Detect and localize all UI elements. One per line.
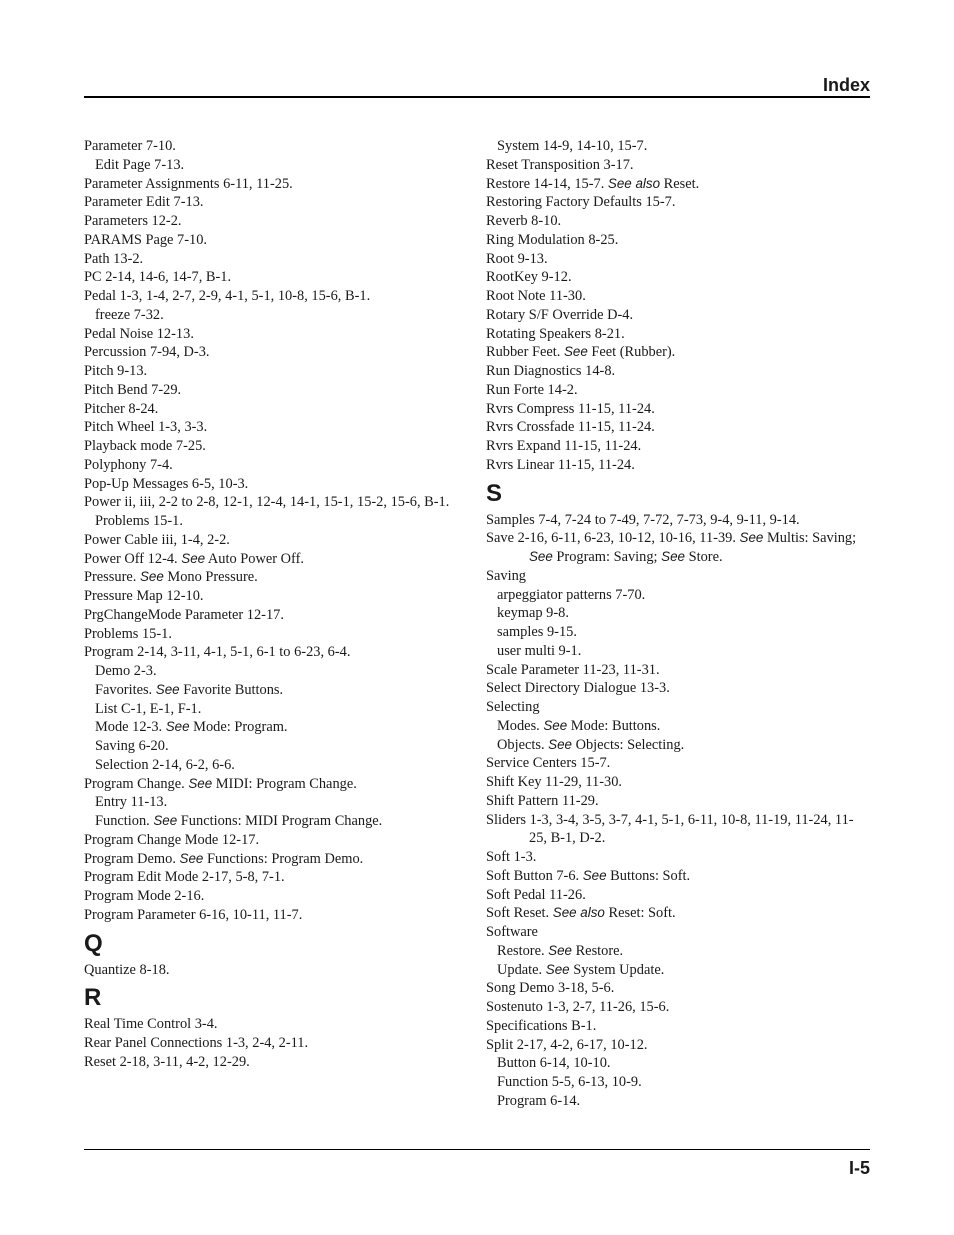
index-entry bbox=[486, 679, 870, 698]
index-entry bbox=[84, 775, 474, 794]
index-entry bbox=[84, 268, 474, 287]
entry-text: Pitch Bend 7-29. bbox=[84, 381, 182, 398]
entry-text: Restore 14-14, 15-7. bbox=[486, 175, 608, 192]
index-entry bbox=[84, 625, 474, 644]
index-entry bbox=[84, 531, 474, 550]
index-entry bbox=[84, 193, 474, 212]
index-entry bbox=[486, 998, 870, 1017]
index-entry bbox=[84, 137, 474, 156]
index-entry bbox=[486, 848, 870, 867]
index-column-left bbox=[84, 137, 474, 1072]
index-entry bbox=[84, 831, 474, 850]
index-subentry bbox=[486, 623, 870, 642]
entry-text: Button 6-14, 10-10. bbox=[497, 1055, 611, 1072]
index-entry bbox=[84, 1034, 474, 1053]
index-subentry bbox=[84, 756, 474, 775]
entry-text: PrgChangeMode Parameter 12-17. bbox=[84, 606, 284, 623]
entry-text: Update. bbox=[497, 961, 546, 978]
entry-text: arpeggiator patterns 7-70. bbox=[497, 586, 646, 603]
see-reference: See bbox=[165, 719, 190, 735]
entry-text: MIDI: Program Change. bbox=[212, 775, 357, 792]
entry-text: Rvrs Compress 11-15, 11-24. bbox=[486, 400, 655, 417]
entry-text: Shift Pattern 11-29. bbox=[486, 792, 599, 809]
index-entry bbox=[486, 343, 870, 362]
see-reference: See bbox=[582, 867, 607, 883]
index-entry bbox=[486, 773, 870, 792]
section-letter-s: S bbox=[486, 479, 503, 507]
entry-text: Mode 12-3. bbox=[95, 719, 166, 736]
entry-text: Selecting bbox=[486, 699, 540, 715]
entry-text: Ring Modulation 8-25. bbox=[486, 231, 619, 248]
index-entry bbox=[486, 1017, 870, 1036]
entry-text: Buttons: Soft. bbox=[606, 867, 691, 884]
index-entry bbox=[486, 268, 870, 287]
entry-text: Soft Pedal 11-26. bbox=[486, 886, 586, 903]
entry-text: Power ii, iii, 2-2 to 2-8, 12-1, 12-4, 14-1, 15-1, 15-2, 15-6, B-1. bbox=[84, 494, 450, 511]
entry-text: Pitcher 8-24. bbox=[84, 400, 159, 417]
entry-text: Parameter Edit 7-13. bbox=[84, 194, 204, 211]
see-reference: See bbox=[155, 681, 180, 697]
entry-text: Program Parameter 6-16, 10-11, 11-7. bbox=[84, 906, 303, 923]
index-subentry bbox=[486, 604, 870, 623]
index-subentry bbox=[84, 700, 474, 719]
see-reference: See also bbox=[607, 175, 661, 191]
entry-text: keymap 9-8. bbox=[497, 605, 569, 622]
index-entry bbox=[486, 250, 870, 269]
page-header-title: Index bbox=[822, 75, 870, 95]
index-entry bbox=[486, 362, 870, 381]
entry-text: Sliders 1-3, 3-4, 3-5, 3-7, 4-1, 5-1, 6-11, 10-8, 11-19, 11-24, 11-25, B-1, D-2. bbox=[486, 811, 854, 847]
index-entry bbox=[486, 792, 870, 811]
entry-text: Reset: Soft. bbox=[604, 905, 676, 922]
index-entry bbox=[486, 886, 870, 905]
index-entry bbox=[486, 325, 870, 344]
entry-text: Root Note 11-30. bbox=[486, 288, 586, 304]
entry-text: Problems 15-1. bbox=[84, 625, 172, 642]
index-subentry bbox=[84, 812, 474, 831]
entry-text: samples 9-15. bbox=[497, 624, 577, 640]
index-entry bbox=[486, 867, 870, 886]
entry-text: Reset Transposition 3-17. bbox=[486, 156, 634, 173]
entry-text: Rotary S/F Override D-4. bbox=[486, 306, 634, 323]
entry-text: Program: Saving; bbox=[552, 549, 662, 565]
page-number: I-5 bbox=[848, 1158, 870, 1178]
see-reference: See bbox=[188, 775, 213, 791]
entry-list-p bbox=[84, 137, 474, 925]
entry-text: Mono Pressure. bbox=[163, 569, 258, 586]
entry-text: Modes. bbox=[497, 717, 544, 734]
entry-text: Percussion 7-94, D-3. bbox=[84, 344, 210, 361]
index-entry bbox=[486, 418, 870, 437]
entry-text: Power Cable iii, 1-4, 2-2. bbox=[84, 531, 230, 548]
index-entry bbox=[486, 400, 870, 419]
index-entry bbox=[84, 343, 474, 362]
entry-list-r-continued bbox=[486, 137, 870, 475]
index-column-right bbox=[486, 137, 870, 1111]
index-entry bbox=[486, 381, 870, 400]
entry-text: Root 9-13. bbox=[486, 250, 548, 267]
index-subentry bbox=[84, 793, 474, 812]
entry-text: Selection 2-14, 6-2, 6-6. bbox=[95, 756, 235, 773]
entry-list-r bbox=[84, 1015, 474, 1071]
see-reference: See bbox=[139, 569, 164, 585]
index-entry bbox=[84, 475, 474, 494]
index-entry bbox=[84, 231, 474, 250]
entry-text: Program Edit Mode 2-17, 5-8, 7-1. bbox=[84, 869, 285, 886]
entry-text: user multi 9-1. bbox=[497, 642, 582, 659]
entry-text: Feet (Rubber). bbox=[587, 344, 676, 361]
entry-text: Power Off 12-4. bbox=[84, 550, 182, 567]
index-entry bbox=[486, 437, 870, 456]
index-entry bbox=[84, 550, 474, 569]
entry-text: Program Change Mode 12-17. bbox=[84, 831, 260, 848]
see-reference: See bbox=[739, 530, 764, 546]
entry-text: Rvrs Crossfade 11-15, 11-24. bbox=[486, 419, 655, 436]
see-reference: See bbox=[179, 850, 204, 866]
entry-text: Reset. bbox=[660, 175, 700, 192]
entry-text: Soft 1-3. bbox=[486, 849, 537, 865]
index-subentry bbox=[84, 662, 474, 681]
index-entry bbox=[486, 511, 870, 530]
index-subentry bbox=[486, 586, 870, 605]
entry-text: Quantize 8-18. bbox=[84, 961, 170, 978]
index-entry bbox=[84, 887, 474, 906]
entry-text: Real Time Control 3-4. bbox=[84, 1016, 218, 1033]
index-subentry bbox=[84, 512, 474, 531]
see-reference: See also bbox=[552, 905, 605, 921]
index-entry bbox=[84, 587, 474, 606]
entry-text: Saving 6-20. bbox=[95, 738, 169, 754]
entry-text: Mode: Buttons. bbox=[567, 717, 661, 734]
entry-text: Program 6-14. bbox=[497, 1092, 581, 1109]
entry-text: RootKey 9-12. bbox=[486, 269, 572, 286]
index-entry bbox=[84, 643, 474, 662]
entry-text: Parameter Assignments 6-11, 11-25. bbox=[84, 175, 293, 192]
index-entry bbox=[84, 437, 474, 456]
entry-text: Pitch Wheel 1-3, 3-3. bbox=[84, 419, 208, 436]
entry-text: Service Centers 15-7. bbox=[486, 755, 611, 772]
index-entry bbox=[486, 754, 870, 773]
entry-text: Favorites. bbox=[95, 681, 156, 698]
index-entry bbox=[486, 811, 870, 849]
entry-text: Rvrs Linear 11-15, 11-24. bbox=[486, 456, 635, 473]
entry-text: Reverb 8-10. bbox=[486, 213, 562, 229]
index-entry bbox=[84, 325, 474, 344]
index-entry bbox=[84, 381, 474, 400]
entry-text: Restore. bbox=[497, 942, 549, 959]
entry-text: Edit Page 7-13. bbox=[95, 156, 185, 173]
entry-text: System Update. bbox=[569, 961, 665, 978]
entry-text: Save 2-16, 6-11, 6-23, 10-12, 10-16, 11-39. bbox=[486, 530, 740, 547]
section-letter-r: R bbox=[84, 984, 102, 1012]
index-entry bbox=[84, 456, 474, 475]
index-subentry bbox=[84, 306, 474, 325]
entry-text: List C-1, E-1, F-1. bbox=[95, 700, 202, 717]
index-entry bbox=[84, 287, 474, 306]
entry-text: Reset 2-18, 3-11, 4-2, 12-29. bbox=[84, 1053, 250, 1070]
index-entry bbox=[84, 250, 474, 269]
index-subentry bbox=[486, 1092, 870, 1111]
entry-text: Run Diagnostics 14-8. bbox=[486, 363, 616, 379]
entry-text: Program Demo. bbox=[84, 850, 180, 867]
entry-text: Parameter 7-10. bbox=[84, 138, 176, 154]
entry-text: Shift Key 11-29, 11-30. bbox=[486, 774, 623, 790]
entry-text: freeze 7-32. bbox=[95, 306, 164, 323]
index-entry bbox=[84, 493, 474, 512]
index-entry bbox=[84, 606, 474, 625]
entry-text: Pressure. bbox=[84, 569, 140, 586]
index-entry bbox=[486, 212, 870, 231]
entry-text: Soft Button 7-6. bbox=[486, 867, 583, 884]
see-reference: See bbox=[153, 813, 178, 828]
index-entry bbox=[486, 661, 870, 680]
entry-list-q bbox=[84, 961, 474, 980]
see-reference: See bbox=[545, 961, 570, 977]
index-entry bbox=[486, 904, 870, 923]
entry-text: Mode: Program. bbox=[189, 719, 288, 736]
entry-text: Pop-Up Messages 6-5, 10-3. bbox=[84, 475, 249, 492]
index-subentry bbox=[486, 1054, 870, 1073]
index-subentry bbox=[84, 737, 474, 756]
index-entry bbox=[486, 923, 870, 942]
entry-text: Function 5-5, 6-13, 10-9. bbox=[497, 1074, 642, 1090]
index-entry bbox=[486, 287, 870, 306]
entry-text: Pressure Map 12-10. bbox=[84, 588, 204, 604]
index-subentry bbox=[84, 156, 474, 175]
entry-text: Split 2-17, 4-2, 6-17, 10-12. bbox=[486, 1036, 648, 1053]
index-entry bbox=[84, 568, 474, 587]
index-subentry bbox=[486, 642, 870, 661]
index-entry bbox=[486, 193, 870, 212]
entry-text: Specifications B-1. bbox=[486, 1017, 597, 1034]
entry-text: Program Mode 2-16. bbox=[84, 888, 205, 904]
entry-text: Samples 7-4, 7-24 to 7-49, 7-72, 7-73, 9-4, 9-11, 9-14. bbox=[486, 511, 800, 528]
entry-text: Objects: Selecting. bbox=[571, 736, 685, 753]
index-entry bbox=[486, 698, 870, 717]
index-entry bbox=[486, 567, 870, 586]
index-entry bbox=[84, 175, 474, 194]
entry-text: Auto Power Off. bbox=[205, 550, 304, 567]
index-entry bbox=[84, 212, 474, 231]
index-entry bbox=[84, 868, 474, 887]
index-subentry bbox=[84, 681, 474, 700]
see-reference: See bbox=[548, 736, 572, 752]
entry-text: Store. bbox=[684, 549, 723, 565]
entry-text: Scale Parameter 11-23, 11-31. bbox=[486, 661, 660, 678]
index-subentry bbox=[486, 1073, 870, 1092]
entry-text: Saving bbox=[486, 567, 526, 584]
index-entry bbox=[486, 306, 870, 325]
entry-text: Problems 15-1. bbox=[95, 513, 183, 529]
entry-text: Rubber Feet. bbox=[486, 344, 564, 361]
entry-text: Parameters 12-2. bbox=[84, 213, 182, 229]
entry-text: Rotating Speakers 8-21. bbox=[486, 325, 625, 342]
entry-text: Functions: Program Demo. bbox=[203, 850, 364, 867]
entry-text: Program Change. bbox=[84, 775, 189, 792]
entry-text: PARAMS Page 7-10. bbox=[84, 231, 208, 248]
entry-text: Rvrs Expand 11-15, 11-24. bbox=[486, 438, 642, 454]
entry-text: Polyphony 7-4. bbox=[84, 456, 173, 473]
entry-text: Restore. bbox=[571, 942, 624, 959]
entry-text: Song Demo 3-18, 5-6. bbox=[486, 980, 615, 997]
index-entry bbox=[84, 850, 474, 869]
index-subentry bbox=[486, 942, 870, 961]
index-entry bbox=[486, 156, 870, 175]
entry-text: Playback mode 7-25. bbox=[84, 438, 206, 454]
entry-text: Pedal Noise 12-13. bbox=[84, 325, 194, 342]
index-subentry bbox=[84, 718, 474, 737]
entry-text: Demo 2-3. bbox=[95, 663, 157, 679]
entry-text: Pedal 1-3, 1-4, 2-7, 2-9, 4-1, 5-1, 10-8, 15-6, B-1. bbox=[84, 288, 371, 304]
index-subentry bbox=[486, 736, 870, 755]
entry-text: PC 2-14, 14-6, 14-7, B-1. bbox=[84, 269, 232, 286]
index-entry bbox=[486, 979, 870, 998]
index-entry bbox=[486, 1036, 870, 1055]
entry-text: System 14-9, 14-10, 15-7. bbox=[497, 138, 648, 154]
entry-text: Entry 11-13. bbox=[95, 794, 168, 811]
see-reference: See bbox=[548, 942, 572, 958]
see-reference: See bbox=[543, 717, 568, 733]
header-rule bbox=[84, 96, 870, 98]
entry-text: Functions: MIDI Program Change. bbox=[177, 813, 383, 829]
entry-text: Program 2-14, 3-11, 4-1, 5-1, 6-1 to 6-23, 6-4. bbox=[84, 644, 351, 661]
footer-rule bbox=[84, 1149, 870, 1150]
entry-text: Software bbox=[486, 924, 538, 940]
entry-text: Multis: Saving; bbox=[763, 530, 857, 547]
entry-text: Rear Panel Connections 1-3, 2-4, 2-11. bbox=[84, 1035, 309, 1051]
entry-text: Restoring Factory Defaults 15-7. bbox=[486, 194, 676, 211]
entry-list-s bbox=[486, 511, 870, 1111]
index-subentry bbox=[486, 137, 870, 156]
section-letter-q: Q bbox=[84, 929, 103, 957]
index-entry bbox=[486, 529, 870, 567]
entry-text: Favorite Buttons. bbox=[179, 681, 284, 698]
see-reference: See bbox=[661, 549, 685, 564]
index-entry bbox=[84, 1053, 474, 1072]
entry-text: Soft Reset. bbox=[486, 905, 553, 922]
index-entry bbox=[84, 961, 474, 980]
index-entry bbox=[84, 906, 474, 925]
index-entry bbox=[84, 362, 474, 381]
see-reference: See bbox=[529, 549, 553, 564]
index-entry bbox=[84, 418, 474, 437]
index-entry bbox=[486, 456, 870, 475]
index-subentry bbox=[486, 961, 870, 980]
index-entry bbox=[486, 231, 870, 250]
entry-text: Select Directory Dialogue 13-3. bbox=[486, 680, 670, 697]
entry-text: Pitch 9-13. bbox=[84, 363, 148, 379]
index-entry bbox=[84, 1015, 474, 1034]
index-entry bbox=[486, 175, 870, 194]
entry-text: Function. bbox=[95, 813, 154, 829]
see-reference: See bbox=[181, 550, 206, 566]
index-subentry bbox=[486, 717, 870, 736]
entry-text: Path 13-2. bbox=[84, 250, 144, 267]
entry-text: Sostenuto 1-3, 2-7, 11-26, 15-6. bbox=[486, 999, 670, 1015]
entry-text: Objects. bbox=[497, 736, 549, 753]
see-reference: See bbox=[563, 344, 588, 360]
entry-text: Run Forte 14-2. bbox=[486, 381, 578, 398]
index-entry bbox=[84, 400, 474, 419]
